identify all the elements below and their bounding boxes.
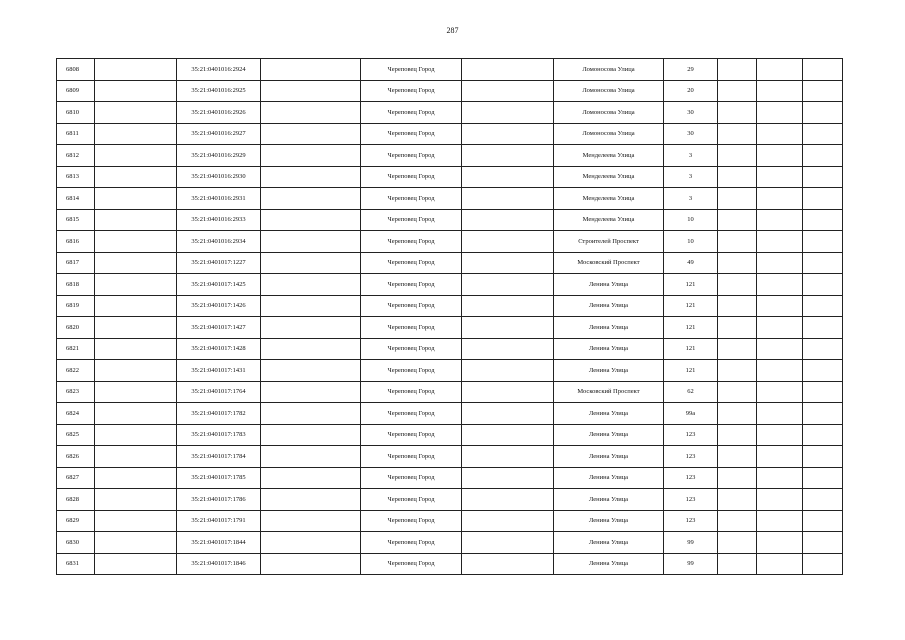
cell-empty	[95, 360, 177, 382]
cell-empty	[462, 446, 554, 468]
cell-city: Череповец Город	[361, 381, 462, 403]
cell-street: Ленина Улица	[554, 510, 664, 532]
cell-empty	[757, 424, 803, 446]
cell-street: Ленина Улица	[554, 553, 664, 575]
cell-empty	[95, 209, 177, 231]
table-row	[57, 123, 843, 145]
cell-empty	[757, 80, 803, 102]
cell-empty	[261, 360, 361, 382]
cell-empty	[261, 123, 361, 145]
cell-street: Строителей Проспект	[554, 231, 664, 253]
cell-empty	[757, 123, 803, 145]
cell-empty	[803, 510, 843, 532]
cell-city: Череповец Город	[361, 274, 462, 296]
cell-city: Череповец Город	[361, 403, 462, 425]
cell-empty	[757, 403, 803, 425]
table-row	[57, 252, 843, 274]
cell-cadastral-number: 35:21:0401017:1425	[177, 274, 261, 296]
cell-cadastral-number: 35:21:0401016:2926	[177, 102, 261, 124]
cell-empty	[462, 489, 554, 511]
cell-empty	[757, 510, 803, 532]
cell-record-number: 6831	[57, 553, 95, 575]
cell-empty	[757, 489, 803, 511]
cell-empty	[757, 381, 803, 403]
cell-city: Череповец Город	[361, 424, 462, 446]
table-row	[57, 317, 843, 339]
cell-empty	[95, 145, 177, 167]
table-row	[57, 381, 843, 403]
cell-empty	[803, 446, 843, 468]
page-number: 287	[446, 26, 459, 35]
cell-empty	[718, 532, 757, 554]
cell-empty	[95, 123, 177, 145]
cell-record-number: 6823	[57, 381, 95, 403]
table-row	[57, 274, 843, 296]
cell-empty	[462, 231, 554, 253]
table-row	[57, 424, 843, 446]
table-row	[57, 510, 843, 532]
cell-empty	[803, 424, 843, 446]
cell-empty	[261, 510, 361, 532]
cell-record-number: 6818	[57, 274, 95, 296]
cell-street: Ломоносова Улица	[554, 102, 664, 124]
cell-house-number: 121	[664, 274, 718, 296]
cell-empty	[757, 145, 803, 167]
table-row	[57, 295, 843, 317]
cell-street: Ленина Улица	[554, 403, 664, 425]
cell-cadastral-number: 35:21:0401017:1764	[177, 381, 261, 403]
cell-empty	[462, 80, 554, 102]
cell-empty	[803, 317, 843, 339]
cell-empty	[757, 295, 803, 317]
cell-cadastral-number: 35:21:0401016:2927	[177, 123, 261, 145]
cell-empty	[718, 80, 757, 102]
cell-house-number: 121	[664, 338, 718, 360]
cell-empty	[261, 252, 361, 274]
cell-house-number: 99	[664, 553, 718, 575]
cell-cadastral-number: 35:21:0401017:1786	[177, 489, 261, 511]
cell-empty	[261, 166, 361, 188]
cell-cadastral-number: 35:21:0401017:1427	[177, 317, 261, 339]
cell-empty	[718, 188, 757, 210]
cell-cadastral-number: 35:21:0401017:1783	[177, 424, 261, 446]
cell-house-number: 10	[664, 209, 718, 231]
cell-empty	[462, 166, 554, 188]
cell-empty	[261, 102, 361, 124]
cell-empty	[718, 123, 757, 145]
cell-empty	[803, 231, 843, 253]
cell-street: Ленина Улица	[554, 424, 664, 446]
cell-empty	[718, 381, 757, 403]
cell-house-number: 3	[664, 166, 718, 188]
cell-city: Череповец Город	[361, 317, 462, 339]
cell-street: Менделеева Улица	[554, 209, 664, 231]
cell-empty	[462, 209, 554, 231]
cell-record-number: 6808	[57, 59, 95, 81]
cell-empty	[718, 403, 757, 425]
cell-empty	[462, 338, 554, 360]
table-row	[57, 489, 843, 511]
table-row	[57, 446, 843, 468]
cell-empty	[462, 252, 554, 274]
registry-table	[56, 58, 843, 575]
cell-record-number: 6810	[57, 102, 95, 124]
cell-empty	[462, 532, 554, 554]
cell-empty	[95, 338, 177, 360]
cell-street: Московский Проспект	[554, 252, 664, 274]
cell-empty	[261, 80, 361, 102]
cell-record-number: 6821	[57, 338, 95, 360]
cell-record-number: 6820	[57, 317, 95, 339]
cell-empty	[803, 209, 843, 231]
cell-empty	[757, 59, 803, 81]
cell-empty	[718, 424, 757, 446]
cell-city: Череповец Город	[361, 80, 462, 102]
cell-cadastral-number: 35:21:0401017:1428	[177, 338, 261, 360]
cell-record-number: 6830	[57, 532, 95, 554]
cell-street: Ленина Улица	[554, 295, 664, 317]
cell-empty	[803, 166, 843, 188]
cell-house-number: 123	[664, 467, 718, 489]
cell-empty	[462, 274, 554, 296]
cell-house-number: 99	[664, 532, 718, 554]
cell-street: Ломоносова Улица	[554, 80, 664, 102]
cell-empty	[95, 553, 177, 575]
cell-street: Менделеева Улица	[554, 188, 664, 210]
cell-empty	[757, 209, 803, 231]
cell-empty	[95, 489, 177, 511]
table-row	[57, 102, 843, 124]
cell-empty	[718, 102, 757, 124]
cell-empty	[462, 403, 554, 425]
cell-city: Череповец Город	[361, 209, 462, 231]
cell-empty	[261, 403, 361, 425]
cell-city: Череповец Город	[361, 489, 462, 511]
cell-empty	[718, 553, 757, 575]
cell-empty	[803, 381, 843, 403]
cell-empty	[261, 338, 361, 360]
cell-house-number: 10	[664, 231, 718, 253]
cell-empty	[462, 295, 554, 317]
cell-empty	[261, 532, 361, 554]
cell-empty	[718, 166, 757, 188]
cell-cadastral-number: 35:21:0401017:1846	[177, 553, 261, 575]
cell-empty	[95, 59, 177, 81]
cell-empty	[95, 510, 177, 532]
cell-record-number: 6813	[57, 166, 95, 188]
cell-empty	[718, 274, 757, 296]
cell-cadastral-number: 35:21:0401016:2930	[177, 166, 261, 188]
cell-house-number: 30	[664, 123, 718, 145]
cell-empty	[803, 145, 843, 167]
cell-empty	[95, 381, 177, 403]
cell-cadastral-number: 35:21:0401016:2934	[177, 231, 261, 253]
cell-empty	[803, 252, 843, 274]
cell-empty	[803, 59, 843, 81]
cell-street: Ленина Улица	[554, 467, 664, 489]
cell-empty	[803, 123, 843, 145]
cell-city: Череповец Город	[361, 446, 462, 468]
cell-empty	[803, 188, 843, 210]
table-row	[57, 360, 843, 382]
cell-cadastral-number: 35:21:0401017:1227	[177, 252, 261, 274]
cell-record-number: 6822	[57, 360, 95, 382]
cell-empty	[803, 403, 843, 425]
table-row	[57, 553, 843, 575]
cell-record-number: 6826	[57, 446, 95, 468]
cell-empty	[803, 532, 843, 554]
cell-empty	[261, 231, 361, 253]
cell-record-number: 6814	[57, 188, 95, 210]
cell-empty	[261, 553, 361, 575]
cell-street: Ленина Улица	[554, 274, 664, 296]
cell-empty	[261, 446, 361, 468]
cell-empty	[718, 360, 757, 382]
cell-empty	[757, 553, 803, 575]
cell-house-number: 121	[664, 295, 718, 317]
cell-city: Череповец Город	[361, 467, 462, 489]
table-row	[57, 231, 843, 253]
cell-street: Менделеева Улица	[554, 145, 664, 167]
cell-cadastral-number: 35:21:0401016:2931	[177, 188, 261, 210]
cell-street: Менделеева Улица	[554, 166, 664, 188]
cell-city: Череповец Город	[361, 59, 462, 81]
cell-empty	[462, 59, 554, 81]
cell-empty	[803, 553, 843, 575]
cell-empty	[803, 467, 843, 489]
cell-city: Череповец Город	[361, 338, 462, 360]
cell-empty	[757, 360, 803, 382]
cell-empty	[718, 252, 757, 274]
cell-house-number: 20	[664, 80, 718, 102]
cell-house-number: 49	[664, 252, 718, 274]
cell-empty	[462, 145, 554, 167]
cell-empty	[803, 80, 843, 102]
table-row	[57, 145, 843, 167]
cell-cadastral-number: 35:21:0401016:2924	[177, 59, 261, 81]
cell-empty	[462, 553, 554, 575]
cell-empty	[95, 403, 177, 425]
cell-empty	[462, 510, 554, 532]
cell-empty	[462, 381, 554, 403]
cell-street: Ломоносова Улица	[554, 123, 664, 145]
cell-empty	[261, 424, 361, 446]
cell-cadastral-number: 35:21:0401017:1785	[177, 467, 261, 489]
cell-empty	[261, 317, 361, 339]
cell-record-number: 6827	[57, 467, 95, 489]
cell-empty	[462, 317, 554, 339]
cell-record-number: 6811	[57, 123, 95, 145]
cell-empty	[757, 252, 803, 274]
cell-house-number: 62	[664, 381, 718, 403]
cell-empty	[803, 102, 843, 124]
table-row	[57, 209, 843, 231]
cell-empty	[95, 231, 177, 253]
cell-street: Ленина Улица	[554, 360, 664, 382]
cell-city: Череповец Город	[361, 102, 462, 124]
cell-city: Череповец Город	[361, 532, 462, 554]
cell-empty	[462, 123, 554, 145]
cell-house-number: 99а	[664, 403, 718, 425]
cell-record-number: 6812	[57, 145, 95, 167]
cell-empty	[718, 59, 757, 81]
cell-record-number: 6824	[57, 403, 95, 425]
cell-empty	[757, 338, 803, 360]
cell-empty	[261, 467, 361, 489]
cell-record-number: 6819	[57, 295, 95, 317]
cell-house-number: 123	[664, 489, 718, 511]
cell-empty	[95, 102, 177, 124]
cell-empty	[95, 80, 177, 102]
cell-city: Череповец Город	[361, 123, 462, 145]
cell-cadastral-number: 35:21:0401017:1784	[177, 446, 261, 468]
cell-house-number: 123	[664, 510, 718, 532]
cell-empty	[803, 274, 843, 296]
cell-record-number: 6825	[57, 424, 95, 446]
cell-empty	[803, 360, 843, 382]
table-row	[57, 59, 843, 81]
registry-body	[57, 59, 843, 575]
cell-house-number: 30	[664, 102, 718, 124]
cell-cadastral-number: 35:21:0401016:2933	[177, 209, 261, 231]
table-row	[57, 188, 843, 210]
cell-empty	[757, 317, 803, 339]
cell-empty	[95, 424, 177, 446]
cell-empty	[261, 188, 361, 210]
cell-street: Ленина Улица	[554, 532, 664, 554]
cell-empty	[462, 467, 554, 489]
cell-empty	[718, 295, 757, 317]
cell-city: Череповец Город	[361, 188, 462, 210]
cell-empty	[261, 489, 361, 511]
table-row	[57, 80, 843, 102]
table-row	[57, 467, 843, 489]
cell-record-number: 6809	[57, 80, 95, 102]
cell-street: Московский Проспект	[554, 381, 664, 403]
cell-street: Ленина Улица	[554, 446, 664, 468]
cell-cadastral-number: 35:21:0401017:1431	[177, 360, 261, 382]
cell-cadastral-number: 35:21:0401016:2925	[177, 80, 261, 102]
cell-empty	[261, 274, 361, 296]
cell-house-number: 121	[664, 360, 718, 382]
cell-city: Череповец Город	[361, 510, 462, 532]
cell-city: Череповец Город	[361, 231, 462, 253]
cell-empty	[718, 489, 757, 511]
cell-cadastral-number: 35:21:0401017:1791	[177, 510, 261, 532]
cell-empty	[757, 166, 803, 188]
cell-city: Череповец Город	[361, 252, 462, 274]
cell-empty	[462, 424, 554, 446]
cell-house-number: 3	[664, 145, 718, 167]
cell-empty	[261, 145, 361, 167]
cell-empty	[757, 467, 803, 489]
cell-empty	[261, 59, 361, 81]
cell-empty	[95, 188, 177, 210]
cell-record-number: 6817	[57, 252, 95, 274]
cell-empty	[95, 317, 177, 339]
cell-empty	[718, 145, 757, 167]
cell-empty	[757, 274, 803, 296]
cell-city: Череповец Город	[361, 145, 462, 167]
cell-empty	[718, 231, 757, 253]
table-row	[57, 532, 843, 554]
cell-city: Череповец Город	[361, 295, 462, 317]
cell-empty	[803, 295, 843, 317]
cell-empty	[261, 381, 361, 403]
cell-house-number: 123	[664, 446, 718, 468]
cell-empty	[95, 532, 177, 554]
cell-cadastral-number: 35:21:0401017:1426	[177, 295, 261, 317]
cell-record-number: 6829	[57, 510, 95, 532]
cell-cadastral-number: 35:21:0401017:1844	[177, 532, 261, 554]
cell-empty	[803, 489, 843, 511]
cell-empty	[718, 446, 757, 468]
cell-street: Ленина Улица	[554, 489, 664, 511]
cell-empty	[95, 274, 177, 296]
cell-empty	[462, 102, 554, 124]
cell-empty	[803, 338, 843, 360]
cell-empty	[757, 446, 803, 468]
cell-house-number: 3	[664, 188, 718, 210]
cell-empty	[261, 209, 361, 231]
cell-empty	[757, 231, 803, 253]
cell-empty	[757, 188, 803, 210]
cell-street: Ленина Улица	[554, 338, 664, 360]
cell-empty	[462, 360, 554, 382]
table-row	[57, 166, 843, 188]
cell-empty	[718, 209, 757, 231]
cell-record-number: 6815	[57, 209, 95, 231]
cell-city: Череповец Город	[361, 166, 462, 188]
cell-empty	[718, 467, 757, 489]
cell-empty	[95, 446, 177, 468]
cell-empty	[462, 188, 554, 210]
cell-empty	[757, 532, 803, 554]
cell-empty	[95, 252, 177, 274]
cell-empty	[757, 102, 803, 124]
cell-empty	[261, 295, 361, 317]
cell-city: Череповец Город	[361, 553, 462, 575]
cell-house-number: 123	[664, 424, 718, 446]
cell-street: Ленина Улица	[554, 317, 664, 339]
cell-house-number: 121	[664, 317, 718, 339]
cell-city: Череповец Город	[361, 360, 462, 382]
cell-record-number: 6828	[57, 489, 95, 511]
cell-cadastral-number: 35:21:0401017:1782	[177, 403, 261, 425]
cell-empty	[718, 317, 757, 339]
cell-empty	[718, 510, 757, 532]
cell-cadastral-number: 35:21:0401016:2929	[177, 145, 261, 167]
table-row	[57, 338, 843, 360]
cell-empty	[718, 338, 757, 360]
cell-street: Ломоносова Улица	[554, 59, 664, 81]
cell-empty	[95, 467, 177, 489]
table-row	[57, 403, 843, 425]
cell-empty	[95, 166, 177, 188]
cell-record-number: 6816	[57, 231, 95, 253]
cell-empty	[95, 295, 177, 317]
cell-house-number: 29	[664, 59, 718, 81]
